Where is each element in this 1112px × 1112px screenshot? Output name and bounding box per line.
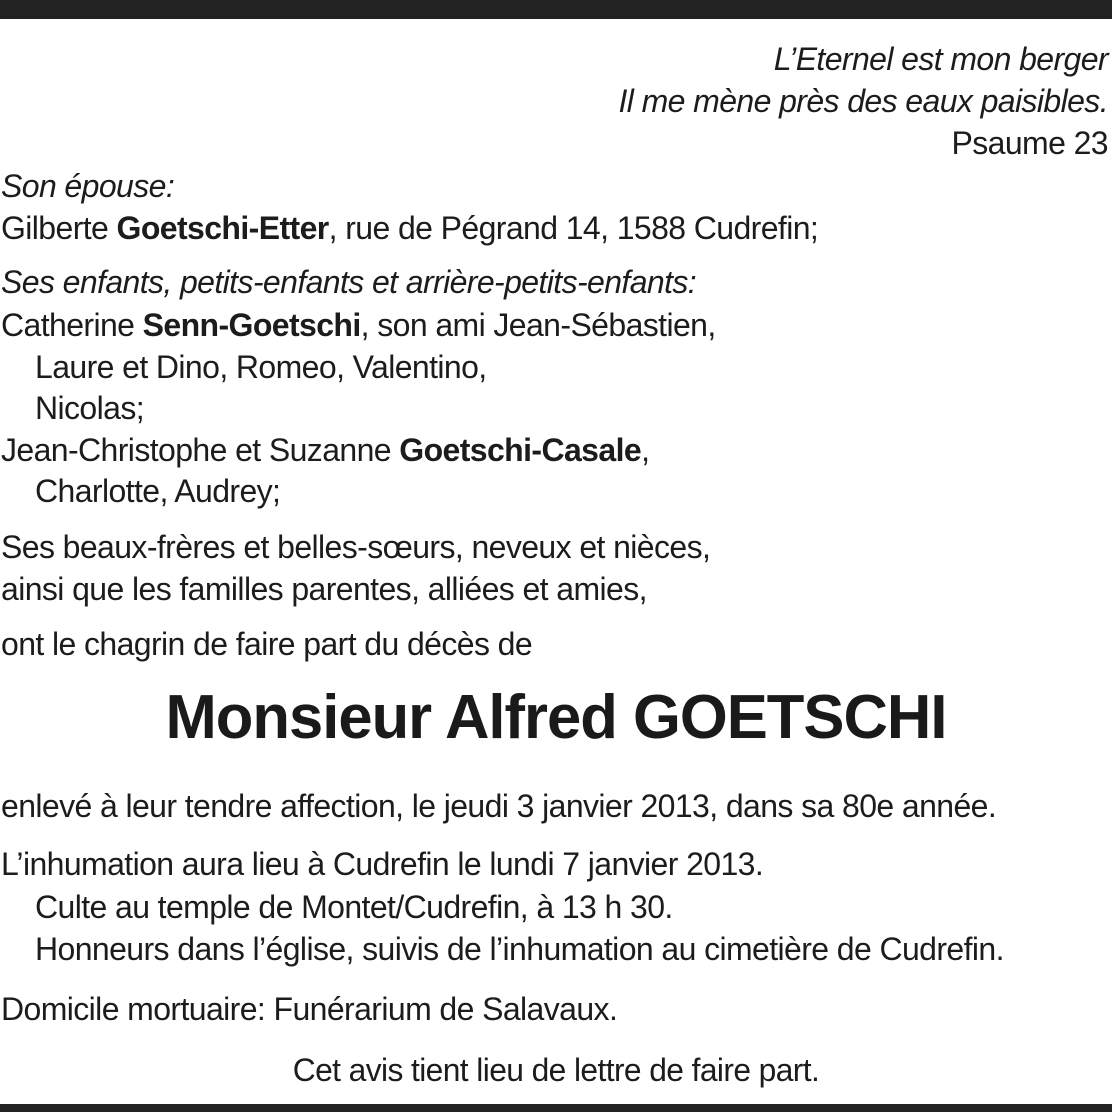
catherine-first-name: Catherine — [1, 307, 135, 343]
ceremony-line-2: Culte au temple de Montet/Cudrefin, à 13 h 30. — [35, 889, 673, 925]
bottom-border-rule — [0, 1104, 1112, 1112]
epigraph-line-2: Il me mène près des eaux paisibles. — [618, 83, 1108, 119]
domicile-line: Domicile mortuaire: Funérarium de Salavaux. — [1, 991, 618, 1027]
spouse-line — [1, 208, 818, 248]
epigraph-line-1: L’Eternel est mon berger — [773, 41, 1108, 77]
relatives-line-1: Ses beaux-frères et belles-sœurs, neveux et nièces, — [1, 529, 711, 565]
jean-christophe-suffix: , — [641, 432, 650, 468]
death-line: enlevé à leur tendre affection, le jeudi 3 janvier 2013, dans sa 80e année. — [1, 788, 997, 824]
ceremony-line-3: Honneurs dans l’église, suivis de l’inhumation au cimetière de Cudrefin. — [35, 931, 1004, 967]
jean-christophe-line — [1, 430, 649, 470]
deceased-name-title: Monsieur Alfred GOETSCHI — [165, 683, 947, 752]
jean-christophe-surname: Goetschi-Casale — [399, 432, 642, 468]
announcement-line: ont le chagrin de faire part du décès de — [1, 626, 533, 662]
jean-christophe-names: Jean-Christophe et Suzanne — [1, 432, 391, 468]
catherine-children-line: Laure et Dino, Romeo, Valentino, — [35, 349, 487, 385]
catherine-surname: Senn-Goetschi — [142, 307, 361, 343]
epigraph-reference: Psaume 23 — [951, 125, 1108, 161]
top-border-rule — [0, 0, 1112, 19]
spouse-first-name: Gilberte — [1, 210, 109, 246]
children-heading: Ses enfants, petits-enfants et arrière-petits-enfants: — [1, 264, 697, 300]
spouse-address: , rue de Pégrand 14, 1588 Cudrefin; — [328, 210, 819, 246]
catherine-grandchild-line: Nicolas; — [35, 390, 145, 426]
relatives-line-2: ainsi que les familles parentes, alliées et amies, — [1, 571, 647, 607]
spouse-surname: Goetschi-Etter — [116, 210, 329, 246]
jean-christophe-children-line: Charlotte, Audrey; — [35, 473, 281, 509]
spouse-heading: Son épouse: — [1, 168, 175, 204]
catherine-suffix: , son ami Jean-Sébastien, — [360, 307, 716, 343]
catherine-line — [1, 305, 716, 345]
ceremony-line-1: L’inhumation aura lieu à Cudrefin le lundi 7 janvier 2013. — [1, 846, 764, 882]
closing-line: Cet avis tient lieu de lettre de faire part. — [292, 1052, 820, 1088]
